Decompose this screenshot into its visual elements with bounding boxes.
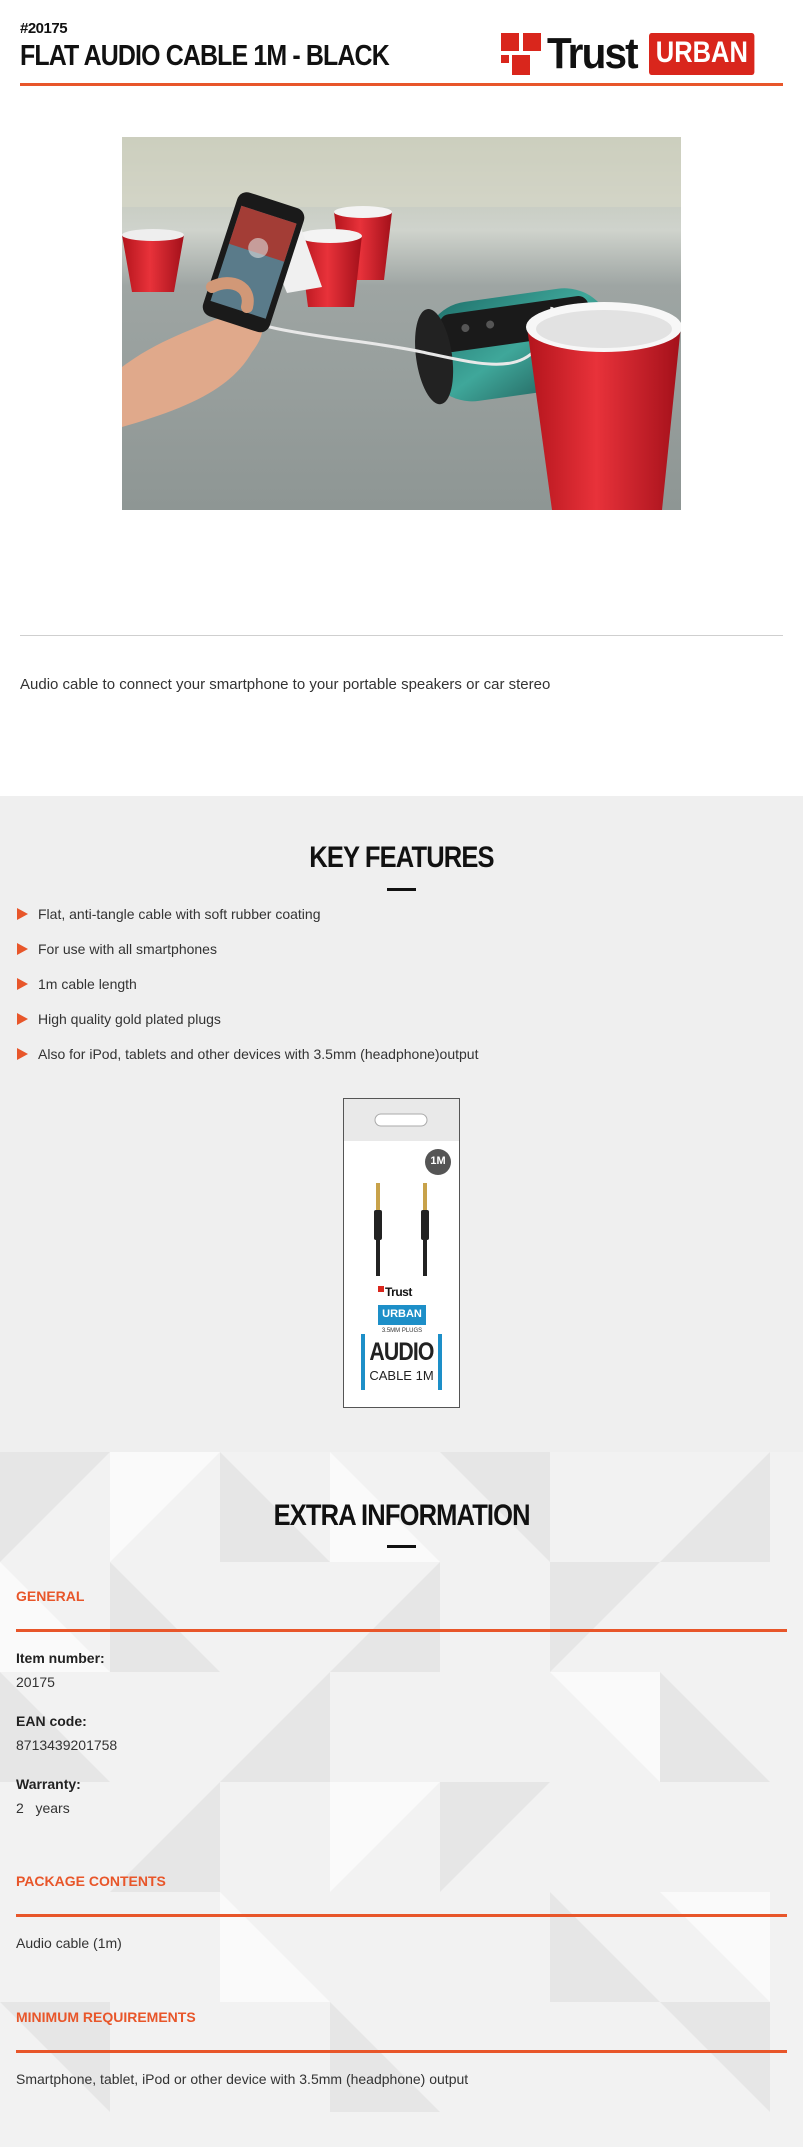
- arrow-right-icon: [17, 908, 28, 920]
- extra-information-section: [0, 1452, 803, 2147]
- hero-image: [122, 137, 681, 510]
- package-image: [343, 1098, 460, 1408]
- package-product-line2: CABLE 1M: [369, 1368, 434, 1383]
- item-number: #20175: [20, 20, 68, 37]
- minimum-requirements-heading: MINIMUM REQUIREMENTS: [16, 2009, 196, 2025]
- list-item: High quality gold plated plugs: [17, 1011, 478, 1046]
- triangle-pattern: [0, 1452, 803, 2147]
- item-number-value: 20175: [16, 1674, 55, 1690]
- general-rule: [16, 1629, 787, 1632]
- package-sub-brand: URBAN: [382, 1308, 422, 1320]
- minimum-requirements-rule: [16, 2050, 787, 2053]
- package-plugs-text: 3.5MM PLUGS: [381, 1328, 423, 1334]
- package-contents-value: Audio cable (1m): [16, 1935, 122, 1951]
- logo-badge: URBAN: [649, 33, 755, 75]
- arrow-right-icon: [17, 978, 28, 990]
- list-item: Flat, anti-tangle cable with soft rubber coating: [17, 906, 478, 941]
- item-number-label: Item number:: [16, 1650, 105, 1666]
- ean-code-value: 8713439201758: [16, 1737, 118, 1753]
- key-features-section: [0, 796, 803, 1452]
- logo-wordmark: Trust: [547, 29, 637, 78]
- trust-logo-icon: [501, 33, 543, 75]
- hero-illustration: [122, 137, 681, 510]
- package-contents-rule: [16, 1914, 787, 1917]
- warranty-value: 2 years: [16, 1800, 70, 1816]
- brand-logo[interactable]: [501, 29, 773, 78]
- list-item: Also for iPod, tablets and other devices with 3.5mm (headphone)output: [17, 1046, 478, 1081]
- extra-information-title: EXTRA INFORMATION: [273, 1499, 530, 1532]
- general-heading: GENERAL: [16, 1588, 85, 1604]
- package-contents-heading: PACKAGE CONTENTS: [16, 1873, 166, 1889]
- title-underline: [387, 1545, 416, 1548]
- divider: [20, 635, 783, 636]
- ean-code-label: EAN code:: [16, 1713, 87, 1729]
- package-brand: Trust: [385, 1285, 412, 1299]
- page-title: FLAT AUDIO CABLE 1M - BLACK: [20, 40, 389, 72]
- list-item: 1m cable length: [17, 976, 478, 1011]
- package-product-line1: AUDIO: [369, 1338, 434, 1366]
- warranty-label: Warranty:: [16, 1776, 81, 1792]
- minimum-requirements-value: Smartphone, tablet, iPod or other device with 3.5mm (headphone) output: [16, 2071, 469, 2087]
- arrow-right-icon: [17, 943, 28, 955]
- product-description: Audio cable to connect your smartphone to your portable speakers or car stereo: [20, 676, 551, 693]
- arrow-right-icon: [17, 1048, 28, 1060]
- key-features-title: KEY FEATURES: [309, 841, 494, 874]
- list-item: For use with all smartphones: [17, 941, 478, 976]
- arrow-right-icon: [17, 1013, 28, 1025]
- title-underline: [387, 888, 416, 891]
- feature-list: [17, 906, 478, 1081]
- page-header: [20, 20, 783, 86]
- package-badge: 1M: [430, 1155, 446, 1167]
